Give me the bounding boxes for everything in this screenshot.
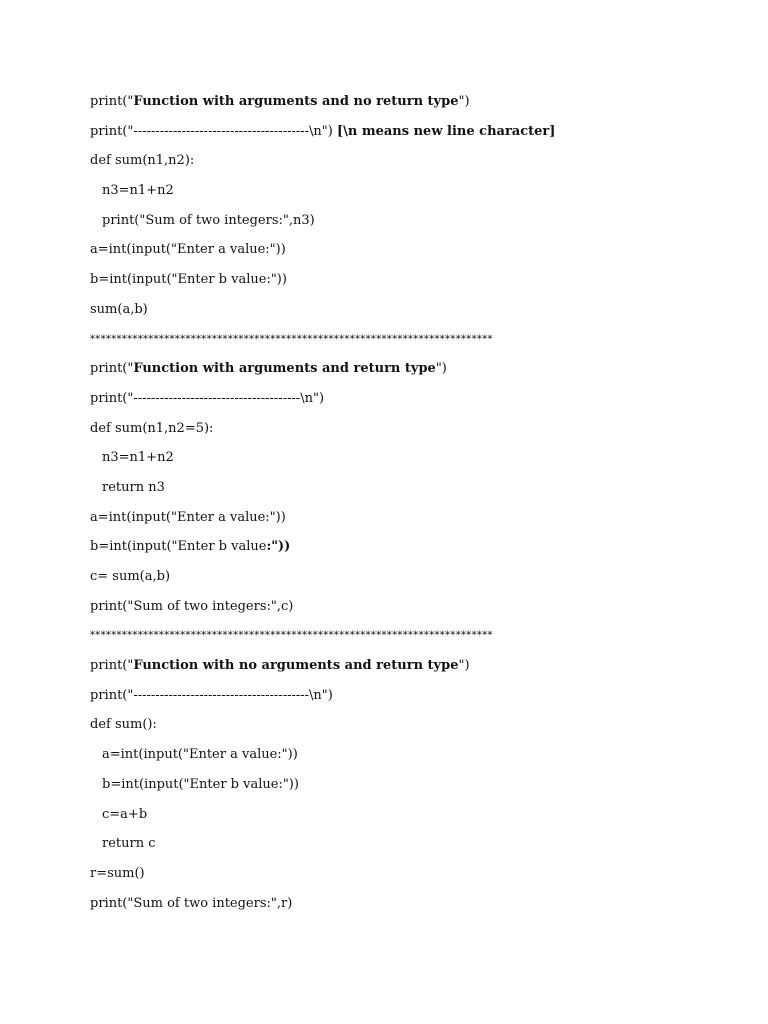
code-text: b=int(input("Enter b value	[90, 539, 267, 555]
code-line	[90, 181, 730, 211]
code-line	[90, 775, 730, 805]
code-text: return c	[102, 836, 156, 852]
section-title: Function with no arguments and return type	[133, 658, 459, 674]
code-text: print("	[90, 361, 134, 377]
code-text: print("--------------------------------------\n")	[90, 390, 325, 406]
code-line	[90, 715, 730, 745]
section-separator: ****************************************************************************	[90, 333, 493, 345]
code-line	[90, 389, 730, 419]
code-line	[90, 419, 730, 449]
code-line	[90, 894, 730, 924]
code-line	[90, 508, 730, 538]
code-text: a=int(input("Enter a value:"))	[102, 747, 298, 763]
code-line	[90, 240, 730, 270]
code-line	[90, 834, 730, 864]
code-text: return n3	[102, 479, 165, 495]
code-text: def sum():	[90, 717, 157, 733]
code-line	[90, 478, 730, 508]
code-text: print("Sum of two integers:",n3)	[102, 212, 315, 228]
code-text: c= sum(a,b)	[90, 569, 171, 584]
code-text: c=a+b	[102, 806, 148, 822]
code-text: print("Sum of two integers:",c)	[90, 598, 294, 614]
code-text: ")	[458, 658, 470, 674]
code-line	[90, 537, 730, 567]
code-text: def sum(n1,n2):	[90, 153, 195, 169]
code-line	[90, 745, 730, 775]
code-line	[90, 686, 730, 716]
code-note: :"))	[266, 539, 291, 555]
code-text: a=int(input("Enter a value:"))	[90, 509, 286, 525]
code-line	[90, 864, 730, 894]
code-text: def sum(n1,n2=5):	[90, 420, 214, 436]
code-text: print("	[90, 94, 134, 109]
code-line	[90, 567, 730, 597]
code-text: print("----------------------------------------\n")	[90, 687, 333, 703]
section-separator: ****************************************************************************	[90, 630, 493, 642]
code-line	[90, 597, 730, 627]
code-line	[90, 656, 730, 686]
section-title: Function with arguments and return type	[133, 361, 436, 377]
code-line	[90, 122, 730, 152]
code-text: n3=n1+n2	[102, 183, 174, 199]
code-text: n3=n1+n2	[102, 450, 174, 466]
code-text: ")	[435, 361, 447, 377]
code-text: ")	[458, 94, 470, 109]
code-text: b=int(input("Enter b value:"))	[102, 776, 299, 792]
code-line	[90, 805, 730, 835]
code-text: print("	[90, 658, 134, 674]
code-line	[90, 151, 730, 181]
code-note: [\n means new line character]	[336, 123, 556, 139]
code-line	[90, 448, 730, 478]
code-text: print("Sum of two integers:",r)	[90, 895, 293, 911]
code-line	[90, 92, 730, 122]
code-text: r=sum()	[90, 865, 145, 881]
code-line	[90, 270, 730, 300]
code-text: a=int(input("Enter a value:"))	[90, 242, 286, 258]
code-listing	[90, 92, 730, 923]
code-text: print("----------------------------------------\n")	[90, 123, 337, 139]
code-line	[90, 300, 730, 330]
code-text: b=int(input("Enter b value:"))	[90, 272, 287, 288]
code-line	[90, 211, 730, 241]
code-text: sum(a,b)	[90, 301, 148, 317]
section-title: Function with arguments and no return type	[133, 94, 459, 109]
code-line	[90, 359, 730, 389]
